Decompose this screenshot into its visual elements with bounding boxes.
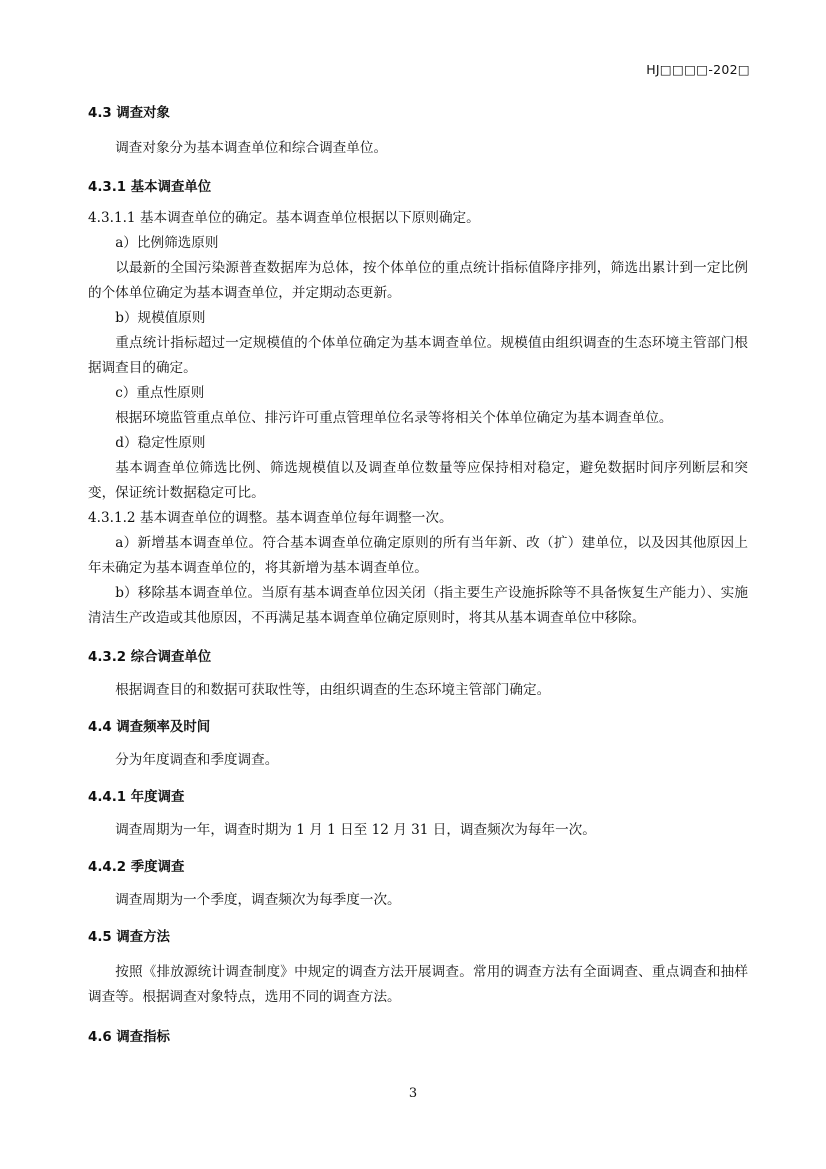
principle-c-label: c）重点性原则: [115, 385, 205, 401]
principle-b-text: 重点统计指标超过一定规模值的个体单位确定为基本调查单位。规模值由组织调查的生态环境主管部门根据调查目的确定。: [88, 335, 748, 376]
section-4-4-1-text: 调查周期为一年，调查时期为 1 月 1 日至 12 月 31 日，调查频次为每年一次。: [115, 822, 596, 838]
section-4-4-title: 4.4 调查频率及时间: [88, 720, 211, 735]
section-4-5-title: 4.5 调查方法: [88, 930, 170, 945]
adjustment-a-text: a）新增基本调查单位。符合基本调查单位确定原则的所有当年新、改（扩）建单位，以及因其他原因上年未确定为基本调查单位的，将其新增为基本调查单位。: [88, 535, 748, 576]
section-4-3-title: 4.3 调查对象: [88, 106, 170, 121]
principle-d-label: d）稳定性原则: [115, 435, 206, 451]
clause-4-3-1-1: 4.3.1.1 基本调查单位的确定。基本调查单位根据以下原则确定。: [88, 210, 480, 226]
section-4-6-title: 4.6 调查指标: [88, 1030, 170, 1045]
page-number: 3: [408, 1086, 418, 1101]
section-4-3-text: 调查对象分为基本调查单位和综合调查单位。: [115, 140, 388, 156]
section-4-4-text: 分为年度调查和季度调查。: [115, 752, 279, 768]
section-4-4-2-title: 4.4.2 季度调查: [88, 860, 185, 875]
section-4-4-2-text: 调查周期为一个季度，调查频次为每季度一次。: [115, 892, 401, 908]
document-code-header: HJ□□□□-202□: [646, 62, 750, 77]
section-4-4-1-title: 4.4.1 年度调查: [88, 790, 185, 805]
principle-c-text: 根据环境监管重点单位、排污许可重点管理单位名录等将相关个体单位确定为基本调查单位。: [115, 410, 673, 426]
adjustment-b-text: b）移除基本调查单位。当原有基本调查单位因关闭（指主要生产设施拆除等不具备恢复生产能力）、实施清洁生产改造或其他原因，不再满足基本调查单位确定原则时，将其从基本调查单位中移除。: [88, 585, 748, 626]
section-4-3-2-text: 根据调查目的和数据可获取性等，由组织调查的生态环境主管部门确定。: [115, 682, 551, 698]
clause-4-3-1-2: 4.3.1.2 基本调查单位的调整。基本调查单位每年调整一次。: [88, 510, 453, 526]
section-4-3-1-title: 4.3.1 基本调查单位: [88, 180, 212, 195]
principle-a-label: a）比例筛选原则: [115, 235, 219, 251]
principle-a-text: 以最新的全国污染源普查数据库为总体，按个体单位的重点统计指标值降序排列，筛选出累计到一定比例的个体单位确定为基本调查单位，并定期动态更新。: [88, 260, 748, 301]
principle-d-text: 基本调查单位筛选比例、筛选规模值以及调查单位数量等应保持相对稳定，避免数据时间序列断层和突变，保证统计数据稳定可比。: [88, 460, 748, 501]
section-4-5-text: 按照《排放源统计调查制度》中规定的调查方法开展调查。常用的调查方法有全面调查、重点调查和抽样调查等。根据调查对象特点，选用不同的调查方法。: [88, 964, 748, 1005]
principle-b-label: b）规模值原则: [115, 310, 206, 326]
section-4-3-2-title: 4.3.2 综合调查单位: [88, 650, 212, 665]
